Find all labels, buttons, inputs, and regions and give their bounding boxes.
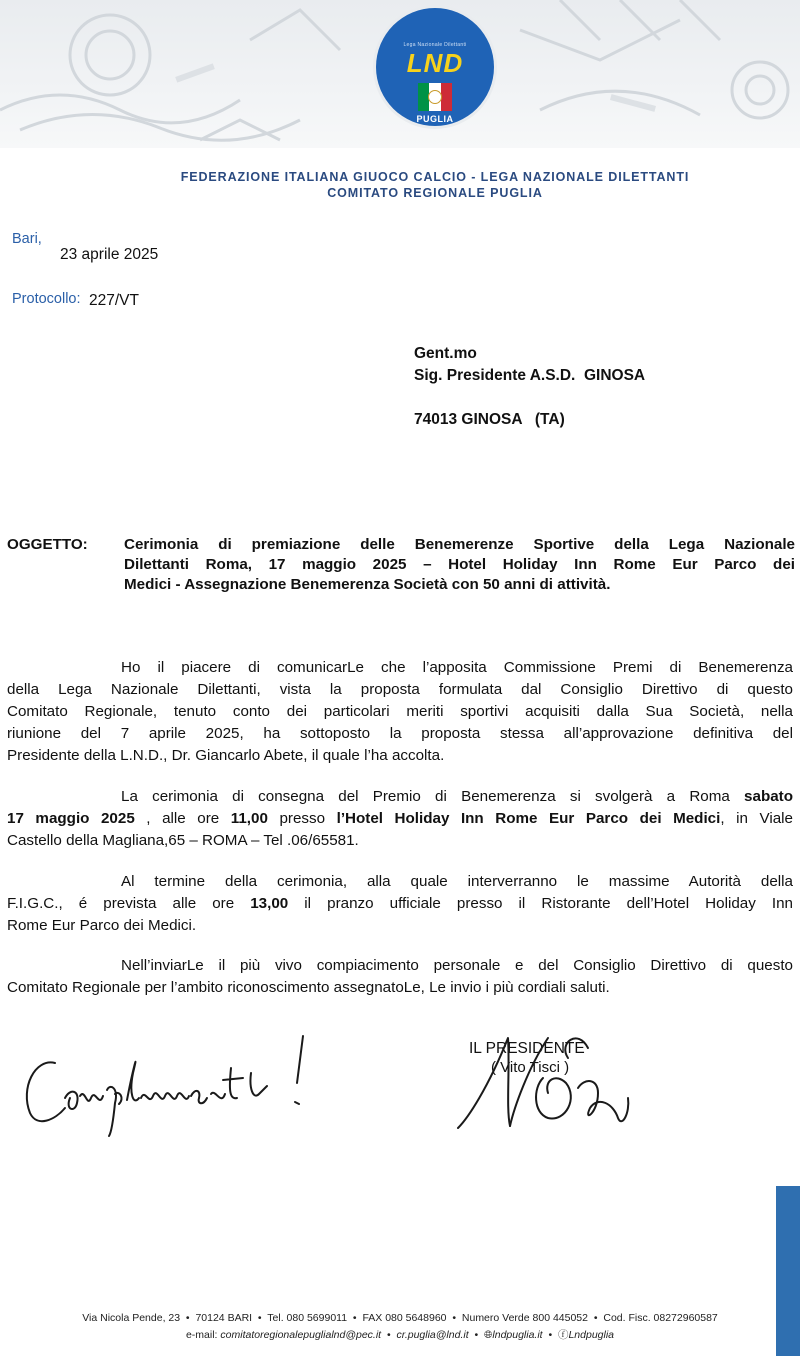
paragraph-line [7, 893, 793, 915]
protocol-label: Protocollo: [12, 291, 81, 307]
paragraph-line: Comitato Regionale per l’ambito riconoscimento assegnatoLe, Le invio i più cordiali saluti. [7, 979, 610, 996]
paragraph-line: Nell’inviarLe il più vivo compiacimento personale e del Consiglio Direttivo di questo [121, 957, 793, 974]
paragraph-line: Castello della Magliana,65 – ROMA – Tel .06/65581. [7, 832, 359, 849]
footer-separator: • [548, 1329, 553, 1341]
logo-name: LND [406, 48, 464, 78]
text-run: presso [267, 810, 337, 827]
text-run: il pranzo ufficiale presso il Ristorante dell’Hotel Holiday Inn [288, 895, 794, 912]
body-paragraph-3 [7, 871, 793, 937]
paragraph-line: Rome Eur Parco dei Medici. [7, 917, 197, 934]
globe-icon: 🌐︎ [483, 1329, 493, 1341]
footer-separator: • [185, 1312, 190, 1324]
flag-red-stripe [441, 83, 452, 111]
president-name: ( Vito Tisci ) [491, 1059, 570, 1076]
protocol-value: 227/VT [89, 292, 139, 309]
subject-label: OGGETTO: [7, 536, 88, 553]
footer-email-label: e-mail: [185, 1329, 218, 1341]
paragraph-line: Al termine della cerimonia, alla quale interverranno le massime Autorità della [121, 873, 793, 890]
bold-run: 13,00 [250, 895, 289, 912]
footer-cap-city: 70124 BARI [195, 1312, 253, 1324]
text-run: , alle ore [134, 810, 231, 827]
facebook-icon: ⓕ [557, 1329, 569, 1341]
footer-fax: FAX 080 5648960 [362, 1312, 447, 1324]
text-run: F.I.G.C., é prevista alle ore [7, 895, 251, 912]
footer-address: Via Nicola Pende, 23 [82, 1312, 181, 1324]
footer-email[interactable]: cr.puglia@lnd.it [396, 1329, 469, 1341]
recipient-address: 74013 GINOSA (TA) [414, 411, 565, 428]
paragraph-line: riunione del 7 aprile 2025, ha sottoposto la proposta stessa all’approvazione definitiva del [7, 725, 793, 742]
footer-separator: • [474, 1329, 479, 1341]
place-label: Bari, [12, 231, 42, 247]
body-paragraph-2 [7, 786, 793, 852]
recipient-salutation: Gent.mo [414, 345, 477, 362]
text-run: , in Viale [720, 810, 793, 827]
logo-region: PUGLIA [416, 114, 454, 124]
letter-date: 23 aprile 2025 [60, 246, 159, 263]
logo-emblem-icon [428, 90, 442, 104]
footer-tel: Tel. 080 5699011 [267, 1312, 348, 1324]
footer-separator: • [593, 1312, 598, 1324]
footer-online-line [0, 1327, 800, 1342]
bold-run: 17 maggio 2025 [7, 810, 135, 827]
footer-separator: • [352, 1312, 357, 1324]
footer-green-number: Numero Verde 800 445052 [461, 1312, 588, 1324]
paragraph-line: Comitato Regionale, tenuto conto dei particolari meriti sportivi acquisiti dalla Sua Società, nella [7, 703, 793, 720]
footer-separator: • [452, 1312, 457, 1324]
paragraph-line: della Lega Nazionale Dilettanti, vista la proposta formulata dal Consiglio Direttivo di questo [7, 681, 793, 698]
paragraph-line: Ho il piacere di comunicarLe che l’apposita Commissione Premi di Benemerenza [121, 659, 793, 676]
president-title: IL PRESIDENTE [469, 1040, 585, 1057]
footer-social[interactable]: Lndpuglia [568, 1329, 615, 1341]
subject-line: Medici - Assegnazione Benemerenza Società con 50 anni di attività. [124, 576, 611, 593]
footer-separator: • [257, 1312, 262, 1324]
bold-run: l’Hotel Holiday Inn Rome Eur Parco dei Medici [336, 810, 721, 827]
subject-line: Dilettanti Roma, 17 maggio 2025 – Hotel Holiday Inn Rome Eur Parco dei [124, 556, 795, 573]
org-name-line2: COMITATO REGIONALE PUGLIA [327, 186, 543, 200]
footer-separator: • [386, 1329, 391, 1341]
footer-web[interactable]: lndpuglia.it [492, 1329, 543, 1341]
body-paragraph-4 [7, 955, 793, 999]
recipient-name: Sig. Presidente A.S.D. GINOSA [414, 367, 646, 384]
footer-fiscal-code: Cod. Fisc. 08272960587 [603, 1312, 718, 1324]
paragraph-line: Presidente della L.N.D., Dr. Giancarlo Abete, il quale l’ha accolta. [7, 747, 445, 764]
subject-line: Cerimonia di premiazione delle Benemerenze Sportive della Lega Nazionale [124, 536, 795, 553]
body-paragraph-1 [7, 657, 793, 767]
bold-run: 11,00 [230, 810, 268, 827]
lnd-logo [376, 8, 494, 126]
footer-email-pec[interactable]: comitatoregionalepuglialnd@pec.it [220, 1329, 382, 1341]
president-signature [448, 1018, 648, 1158]
paragraph-line [7, 808, 793, 830]
text-run: La cerimonia di consegna del Premio di Benemerenza si svolgerà a Roma [121, 788, 745, 805]
org-name-line1: FEDERAZIONE ITALIANA GIUOCO CALCIO - LEGA NAZIONALE DILETTANTI [180, 170, 690, 184]
logo-top-text: Lega Nazionale Dilettanti [403, 42, 467, 48]
bold-run: sabato [744, 788, 793, 805]
footer-contact-line [0, 1312, 800, 1324]
paragraph-line [7, 786, 793, 808]
handwritten-note [15, 1028, 315, 1138]
